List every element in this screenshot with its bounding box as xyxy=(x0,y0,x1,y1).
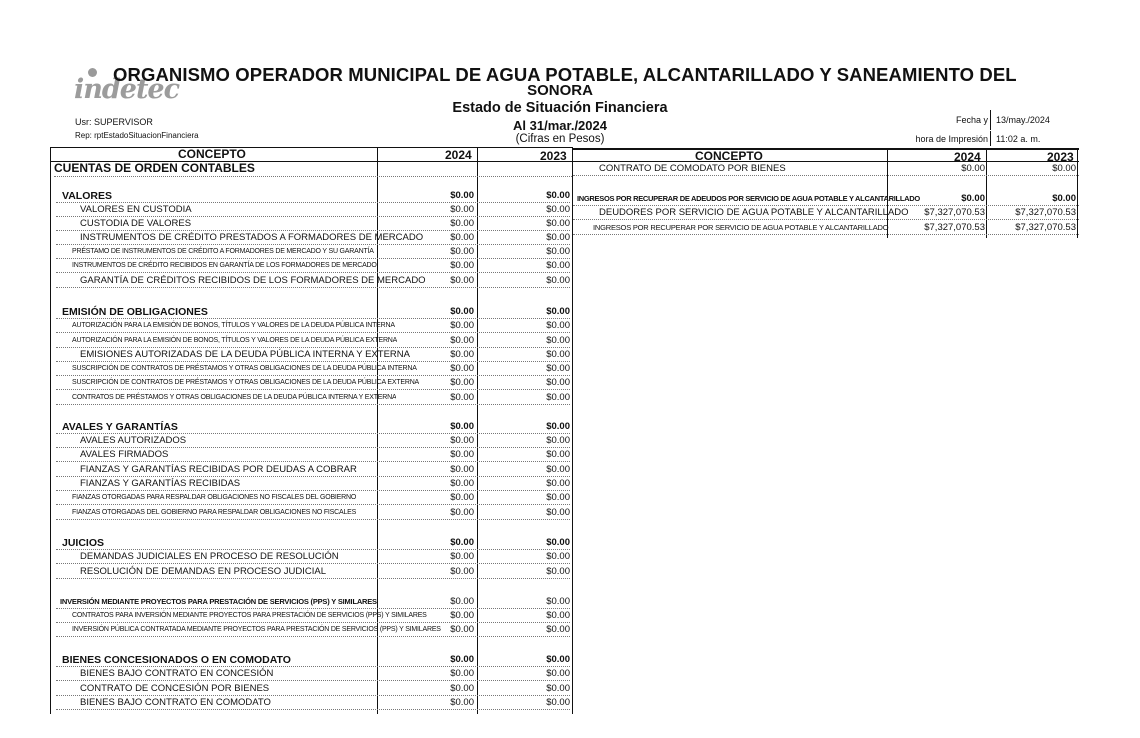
table-row xyxy=(573,162,1079,176)
row-dotted-rule xyxy=(573,175,1079,176)
table-row xyxy=(50,334,573,348)
row-dotted-rule xyxy=(56,709,570,710)
value-2023: $0.00 xyxy=(546,204,570,215)
table-row xyxy=(50,623,573,637)
title-dotline xyxy=(54,176,572,177)
hora-label: hora de Impresión xyxy=(915,134,988,144)
value-2023: $0.00 xyxy=(546,232,570,243)
value-2024: $0.00 xyxy=(450,551,474,562)
report-id-label: Rep: rptEstadoSituacionFinanciera xyxy=(75,131,199,140)
fecha-value: 13/may./2024 xyxy=(996,115,1050,125)
row-label: CUSTODIA DE VALORES xyxy=(80,218,192,229)
value-2024: $0.00 xyxy=(450,654,474,665)
row-label: EMISIONES AUTORIZADAS DE LA DEUDA PÚBLICA INTERNA Y EXTERNA xyxy=(80,349,410,360)
value-2023: $0.00 xyxy=(546,190,570,201)
row-label: CONTRATO DE CONCESIÓN POR BIENES xyxy=(80,683,270,694)
section-row xyxy=(50,536,573,550)
organization-title: ORGANISMO OPERADOR MUNICIPAL DE AGUA POTABLE, ALCANTARILLADO Y SANEAMIENTO DEL xyxy=(113,64,1017,85)
row-label: CONTRATOS PARA INVERSIÓN MEDIANTE PROYECTOS PARA PRESTACIÓN DE SERVICIOS (PPS) Y SIMILARES xyxy=(72,612,427,619)
row-label: RESOLUCIÓN DE DEMANDAS EN PROCESO JUDICIAL xyxy=(80,566,326,577)
value-2024: $0.00 xyxy=(450,507,474,518)
row-label: GARANTÍA DE CRÉDITOS RECIBIDOS DE LOS FORMADORES DE MERCADO xyxy=(80,275,426,286)
report-date: Al 31/mar./2024 xyxy=(513,118,607,133)
row-label: INSTRUMENTOS DE CRÉDITO PRESTADOS A FORMADORES DE MERCADO xyxy=(80,232,424,243)
value-2023: $0.00 xyxy=(546,551,570,562)
value-2024: $0.00 xyxy=(961,163,985,174)
table-row xyxy=(50,274,573,288)
row-label: INSTRUMENTOS DE CRÉDITO RECIBIDOS EN GARANTÍA DE LOS FORMADORES DE MERCADO xyxy=(72,262,377,269)
row-label: DEMANDAS JUDICIALES EN PROCESO DE RESOLUCIÓN xyxy=(80,551,339,562)
value-2023: $0.00 xyxy=(546,421,570,432)
value-2024: $0.00 xyxy=(450,246,474,257)
value-2024: $7,327,070.53 xyxy=(924,222,985,233)
value-2023: $0.00 xyxy=(546,668,570,679)
value-2024: $0.00 xyxy=(450,464,474,475)
table-row xyxy=(50,463,573,477)
value-2024: $0.00 xyxy=(450,232,474,243)
row-dotted-rule xyxy=(56,389,570,390)
value-2024: $0.00 xyxy=(961,193,985,204)
row-label: BIENES CONCESIONADOS O EN COMODATO xyxy=(62,654,291,666)
value-2024: $0.00 xyxy=(450,275,474,286)
right-top-line xyxy=(573,148,1079,150)
section-row xyxy=(50,420,573,434)
value-2023: $0.00 xyxy=(546,349,570,360)
value-2023: $0.00 xyxy=(546,260,570,271)
value-2023: $0.00 xyxy=(546,537,570,548)
table-row xyxy=(50,217,573,231)
value-2023: $0.00 xyxy=(546,363,570,374)
row-label: FIANZAS OTORGADAS DEL GOBIERNO PARA RESPALDAR OBLIGACIONES NO FISCALES xyxy=(72,509,357,516)
table-row xyxy=(50,477,573,491)
meta-separator xyxy=(990,110,991,130)
row-label: FIANZAS Y GARANTÍAS RECIBIDAS POR DEUDAS A COBRAR xyxy=(80,464,357,475)
value-2024: $0.00 xyxy=(450,392,474,403)
user-label: Usr: SUPERVISOR xyxy=(75,117,153,127)
value-2023: $0.00 xyxy=(546,566,570,577)
table-row xyxy=(50,362,573,376)
value-2023: $0.00 xyxy=(546,507,570,518)
row-label: SUSCRIPCIÓN DE CONTRATOS DE PRÉSTAMOS Y OTRAS OBLIGACIONES DE LA DEUDA PÚBLICA INTERNA xyxy=(72,365,417,372)
table-row xyxy=(573,192,1079,206)
row-label: AUTORIZACIÓN PARA LA EMISIÓN DE BONOS, TÍTULOS Y VALORES DE LA DEUDA PÚBLICA INTERNA xyxy=(72,322,395,329)
table-row xyxy=(50,696,573,710)
section-row xyxy=(50,595,573,609)
logo-text: indetec xyxy=(74,74,180,105)
meta-separator-2 xyxy=(990,131,991,146)
value-2023: $0.00 xyxy=(546,478,570,489)
organization-title-line2: SONORA xyxy=(527,82,593,99)
value-2024: $0.00 xyxy=(450,668,474,679)
value-2024: $0.00 xyxy=(450,377,474,388)
table-row xyxy=(50,506,573,520)
value-2024: $0.00 xyxy=(450,204,474,215)
row-label: PRÉSTAMO DE INSTRUMENTOS DE CRÉDITO A FORMADORES DE MERCADO Y SU GARANTÍA xyxy=(72,248,374,255)
table-row xyxy=(50,434,573,448)
row-dotted-rule xyxy=(56,504,570,505)
value-2023: $0.00 xyxy=(1052,193,1076,204)
value-2023: $0.00 xyxy=(546,654,570,665)
left-col-2024: 2024 xyxy=(445,148,472,162)
value-2023: $0.00 xyxy=(546,335,570,346)
row-dotted-rule xyxy=(573,234,1079,235)
table-row xyxy=(50,667,573,681)
table-row xyxy=(50,491,573,505)
value-2023: $0.00 xyxy=(546,449,570,460)
value-2023: $0.00 xyxy=(546,392,570,403)
left-col-2023: 2023 xyxy=(540,149,567,163)
table-row xyxy=(50,682,573,696)
row-dotted-rule xyxy=(56,404,570,405)
value-2024: $0.00 xyxy=(450,349,474,360)
value-2024: $0.00 xyxy=(450,537,474,548)
value-2024: $0.00 xyxy=(450,449,474,460)
right-table xyxy=(573,147,1079,239)
value-2023: $7,327,070.53 xyxy=(1015,222,1076,233)
section-row xyxy=(50,305,573,319)
table-row xyxy=(50,391,573,405)
row-label: INGRESOS POR RECUPERAR POR SERVICIO DE AGUA POTABLE Y ALCANTARILLADO xyxy=(593,223,889,232)
row-dotted-rule xyxy=(56,680,570,681)
value-2023: $0.00 xyxy=(546,246,570,257)
row-label: CONTRATO DE COMODATO POR BIENES xyxy=(599,163,786,174)
hora-value: 11:02 a. m. xyxy=(996,134,1041,144)
left-col-concepto: CONCEPTO xyxy=(178,147,246,161)
value-2023: $0.00 xyxy=(546,218,570,229)
row-dotted-rule xyxy=(56,461,570,462)
report-title: Estado de Situación Financiera xyxy=(452,100,668,116)
row-label: FIANZAS Y GARANTÍAS RECIBIDAS xyxy=(80,478,241,489)
report-units: (Cifras en Pesos) xyxy=(515,133,605,145)
value-2024: $0.00 xyxy=(450,478,474,489)
right-col-2023: 2023 xyxy=(1047,150,1074,164)
value-2024: $0.00 xyxy=(450,566,474,577)
value-2023: $0.00 xyxy=(546,624,570,635)
value-2024: $0.00 xyxy=(450,596,474,607)
value-2024: $7,327,070.53 xyxy=(924,207,985,218)
value-2024: $0.00 xyxy=(450,306,474,317)
table-row xyxy=(573,206,1079,220)
table-row xyxy=(50,565,573,579)
row-dotted-rule xyxy=(56,519,570,520)
row-label: FIANZAS OTORGADAS PARA RESPALDAR OBLIGACIONES NO FISCALES DEL GOBIERNO xyxy=(72,494,357,501)
row-label: AVALES Y GARANTÍAS xyxy=(62,421,178,433)
right-col-concepto: CONCEPTO xyxy=(695,149,763,163)
value-2023: $0.00 xyxy=(546,596,570,607)
row-label: AVALES AUTORIZADOS xyxy=(80,435,187,446)
row-label: DEUDORES POR SERVICIO DE AGUA POTABLE Y ALCANTARILLADO xyxy=(599,207,909,218)
left-table xyxy=(50,147,573,714)
row-label: BIENES BAJO CONTRATO EN CONCESIÓN xyxy=(80,668,274,679)
value-2024: $0.00 xyxy=(450,320,474,331)
row-dotted-rule xyxy=(56,332,570,333)
table-row xyxy=(50,231,573,245)
table-row xyxy=(50,609,573,623)
row-dotted-rule xyxy=(56,563,570,564)
value-2024: $0.00 xyxy=(450,683,474,694)
table-row xyxy=(50,376,573,390)
value-2024: $0.00 xyxy=(450,610,474,621)
row-label: BIENES BAJO CONTRATO EN COMODATO xyxy=(80,697,271,708)
value-2023: $0.00 xyxy=(546,610,570,621)
row-label: INVERSIÓN PÚBLICA CONTRATADA MEDIANTE PROYECTOS PARA PRESTACIÓN DE SERVICIOS (PPS) Y SIMILARES xyxy=(72,626,441,633)
row-label: SUSCRIPCIÓN DE CONTRATOS DE PRÉSTAMOS Y OTRAS OBLIGACIONES DE LA DEUDA PÚBLICA EXTERNA xyxy=(72,379,420,386)
value-2024: $0.00 xyxy=(450,624,474,635)
row-label: EMISIÓN DE OBLIGACIONES xyxy=(62,306,208,318)
row-label: AUTORIZACIÓN PARA LA EMISIÓN DE BONOS, TÍTULOS Y VALORES DE LA DEUDA PÚBLICA EXTERNA xyxy=(72,337,398,344)
table-row xyxy=(50,259,573,273)
value-2023: $0.00 xyxy=(546,320,570,331)
value-2023: $0.00 xyxy=(546,377,570,388)
value-2023: $7,327,070.53 xyxy=(1015,207,1076,218)
value-2023: $0.00 xyxy=(546,683,570,694)
table-row xyxy=(50,319,573,333)
table-row xyxy=(50,245,573,259)
value-2024: $0.00 xyxy=(450,218,474,229)
row-label: INVERSIÓN MEDIANTE PROYECTOS PARA PRESTACIÓN DE SERVICIOS (PPS) Y SIMILARES xyxy=(60,597,377,606)
value-2024: $0.00 xyxy=(450,260,474,271)
row-label: INGRESOS POR RECUPERAR DE ADEUDOS POR SERVICIO DE AGUA POTABLE Y ALCANTARILLADO xyxy=(577,194,920,203)
value-2023: $0.00 xyxy=(546,306,570,317)
row-label: VALORES EN CUSTODIA xyxy=(80,204,192,215)
value-2023: $0.00 xyxy=(1052,163,1076,174)
value-2023: $0.00 xyxy=(546,464,570,475)
row-dotted-rule xyxy=(573,219,1079,220)
value-2024: $0.00 xyxy=(450,363,474,374)
value-2023: $0.00 xyxy=(546,492,570,503)
table-row xyxy=(50,448,573,462)
value-2024: $0.00 xyxy=(450,335,474,346)
table-row xyxy=(50,348,573,362)
value-2024: $0.00 xyxy=(450,697,474,708)
table-row xyxy=(50,550,573,564)
cuentas-orden-title: CUENTAS DE ORDEN CONTABLES xyxy=(54,161,255,175)
section-row xyxy=(50,653,573,667)
row-label: JUICIOS xyxy=(62,537,105,549)
value-2024: $0.00 xyxy=(450,435,474,446)
row-label: VALORES xyxy=(62,190,112,202)
row-label: CONTRATOS DE PRÉSTAMOS Y OTRAS OBLIGACIONES DE LA DEUDA PÚBLICA INTERNA Y EXTERNA xyxy=(72,394,397,401)
row-dotted-rule xyxy=(56,272,570,273)
right-col-2024: 2024 xyxy=(954,150,981,164)
value-2023: $0.00 xyxy=(546,435,570,446)
value-2023: $0.00 xyxy=(546,697,570,708)
value-2024: $0.00 xyxy=(450,492,474,503)
row-dotted-rule xyxy=(56,287,570,288)
fecha-label: Fecha y xyxy=(955,115,988,125)
section-row xyxy=(50,189,573,203)
row-dotted-rule xyxy=(56,636,570,637)
row-dotted-rule xyxy=(56,578,570,579)
table-row xyxy=(573,221,1079,235)
row-label: AVALES FIRMADOS xyxy=(80,449,169,460)
value-2023: $0.00 xyxy=(546,275,570,286)
value-2024: $0.00 xyxy=(450,421,474,432)
value-2024: $0.00 xyxy=(450,190,474,201)
table-row xyxy=(50,203,573,217)
